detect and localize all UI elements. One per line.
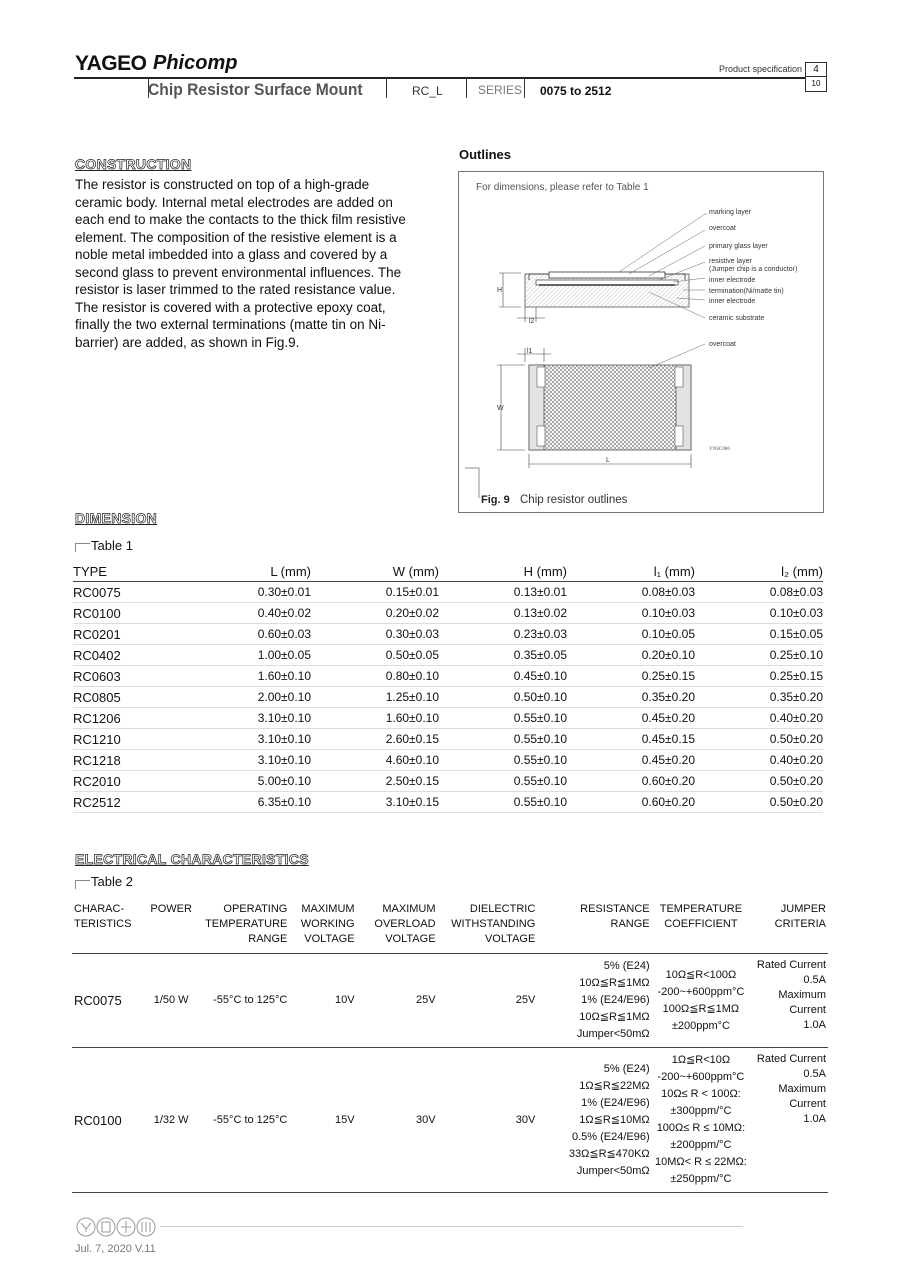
col-header-line: RANGE xyxy=(610,918,650,930)
tcr-cell xyxy=(652,954,751,1048)
col-header xyxy=(289,900,356,954)
overload-cell: 25V xyxy=(357,954,438,1048)
tcr-line: ±200ppm/°C xyxy=(670,1139,732,1151)
yageo-logo: YAGEO xyxy=(75,52,147,75)
resistance-line: 10Ω≦R≦1MΩ xyxy=(579,1011,650,1023)
table-row xyxy=(73,666,823,687)
dimension-cell: 1.60±0.10 xyxy=(183,666,311,687)
dimension-cell: 0.45±0.20 xyxy=(567,750,695,771)
table-row xyxy=(72,1048,828,1193)
col-header-line: VOLTAGE xyxy=(385,933,436,945)
label-overcoat: overcoat xyxy=(709,225,736,232)
label-resistive-layer: resistive layer xyxy=(709,258,752,265)
table-label-corner xyxy=(75,880,90,889)
figure-caption: Chip resistor outlines xyxy=(520,494,628,506)
resistance-line: 1% (E24/E96) xyxy=(581,1096,650,1109)
dimension-cell: 0.25±0.15 xyxy=(695,666,823,687)
type-cell: RC0805 xyxy=(73,687,183,708)
dimension-cell: 0.60±0.03 xyxy=(183,624,311,645)
jumper-line: 0.5A xyxy=(803,974,826,986)
col-header: L (mm) xyxy=(183,561,311,582)
header-rule xyxy=(74,77,805,79)
label-l1: l1 xyxy=(527,348,533,355)
table-row xyxy=(73,771,823,792)
dimension-cell: 0.50±0.20 xyxy=(695,771,823,792)
col-header-line: RANGE xyxy=(248,933,288,945)
top-view xyxy=(529,365,691,450)
product-spec-label: Product specification xyxy=(718,64,802,74)
resistance-line: Jumper<50mΩ xyxy=(576,1164,650,1177)
dimension-cell: 0.60±0.20 xyxy=(567,771,695,792)
jumper-cell xyxy=(750,1048,828,1193)
jumper-line: 0.5A xyxy=(803,1068,826,1080)
col-header xyxy=(72,900,144,954)
label-l2: l2 xyxy=(529,318,535,325)
tcr-line: 100Ω≦R≦1MΩ xyxy=(662,1002,740,1015)
col-header-line: WORKING xyxy=(300,918,355,930)
col-header: l₂ (mm) xyxy=(695,561,823,582)
col-header xyxy=(537,900,651,954)
dielectric-cell: 30V xyxy=(438,1048,538,1193)
table-row xyxy=(73,792,823,813)
table2-label: Table 2 xyxy=(91,874,133,889)
label-W: W xyxy=(497,405,504,412)
dimension-cell: 0.50±0.20 xyxy=(695,729,823,750)
dimension-cell: 0.25±0.15 xyxy=(567,666,695,687)
table-label-corner xyxy=(75,543,90,552)
dimension-cell: 0.13±0.01 xyxy=(439,582,567,603)
dimension-cell: 1.60±0.10 xyxy=(311,708,439,729)
dimension-cell: 1.00±0.05 xyxy=(183,645,311,666)
tcr-line: ±300ppm/°C xyxy=(670,1105,732,1117)
type-cell: RC1210 xyxy=(73,729,183,750)
cross-section xyxy=(525,272,689,307)
footer-icon xyxy=(97,1218,115,1236)
dimension-cell: 0.60±0.20 xyxy=(567,792,695,813)
label-overcoat-2: overcoat xyxy=(709,341,736,348)
type-cell: RC2512 xyxy=(73,792,183,813)
jumper-line: Maximum xyxy=(778,989,826,1001)
dimension-cell: 0.50±0.05 xyxy=(311,645,439,666)
dielectric-cell: 25V xyxy=(438,954,538,1048)
resistance-line: 5% (E24) xyxy=(603,1062,650,1075)
dimension-cell: 0.20±0.02 xyxy=(311,603,439,624)
dimension-cell: 0.35±0.05 xyxy=(439,645,567,666)
col-header xyxy=(357,900,438,954)
resistance-line: 10Ω≦R≦1MΩ xyxy=(579,977,650,989)
tcr-line: ±200ppm°C xyxy=(671,1019,730,1032)
resistance-line: 5% (E24) xyxy=(603,960,650,972)
col-header-line: WITHSTANDING xyxy=(451,918,536,930)
type-cell: RC0100 xyxy=(73,603,183,624)
tcr-line: 10MΩ< R ≤ 22MΩ: xyxy=(654,1156,747,1168)
resistance-cell xyxy=(537,954,651,1048)
dimension-cell: 0.23±0.03 xyxy=(439,624,567,645)
power-cell: 1/32 W xyxy=(144,1048,198,1193)
table-row xyxy=(73,687,823,708)
tcr-cell xyxy=(652,1048,751,1193)
resistance-line: 1% (E24/E96) xyxy=(581,994,650,1006)
col-header-line: OVERLOAD xyxy=(374,918,436,930)
page-number: 4 xyxy=(806,63,826,77)
type-cell: RC0075 xyxy=(72,954,144,1048)
resistance-line: Jumper<50mΩ xyxy=(576,1028,650,1040)
dimension-cell: 2.60±0.15 xyxy=(311,729,439,750)
dimension-cell: 0.08±0.03 xyxy=(567,582,695,603)
label-inner-electrode: inner electrode xyxy=(709,277,756,284)
dimension-cell: 3.10±0.15 xyxy=(311,792,439,813)
overload-cell: 30V xyxy=(357,1048,438,1193)
dimension-cell: 0.30±0.01 xyxy=(183,582,311,603)
col-header xyxy=(750,900,828,954)
col-header-line: MAXIMUM xyxy=(301,903,355,915)
col-header-line: TERISTICS xyxy=(74,918,132,930)
col-header-line: MAXIMUM xyxy=(382,903,436,915)
type-cell: RC0402 xyxy=(73,645,183,666)
dimension-cell: 2.00±0.10 xyxy=(183,687,311,708)
dimension-cell: 0.55±0.10 xyxy=(439,750,567,771)
dimension-cell: 0.15±0.01 xyxy=(311,582,439,603)
table-row xyxy=(73,624,823,645)
resistance-line: 1Ω≦R≦22MΩ xyxy=(579,1079,650,1092)
dimension-cell: 0.20±0.10 xyxy=(567,645,695,666)
working-cell: 10V xyxy=(289,954,356,1048)
resistance-line: 1Ω≦R≦10MΩ xyxy=(579,1113,650,1126)
label-marking-layer: marking layer xyxy=(709,209,752,216)
dimension-cell: 5.00±0.10 xyxy=(183,771,311,792)
col-header-line: VOLTAGE xyxy=(484,933,536,945)
col-header-line: OPERATING xyxy=(223,903,288,915)
construction-text: The resistor is constructed on top of a high-grade ceramic body. Internal metal electrodes are added on each end to make the contacts to the thick film resistive element. The composition of the resistive element is a noble metal imbedded into a glass and covered by a second glass to prevent environmental influences. The resistor is laser trimmed to the rated resistance value. The resistor is covered with a protective epoxy coat, finally the two external terminations (matte tin on Ni-barrier) are added, as shown in Fig.9. xyxy=(75,177,406,350)
col-header-line: TEMPERATURE xyxy=(205,918,288,930)
dimension-heading: DIMENSION xyxy=(75,510,158,526)
dimension-cell: 0.80±0.10 xyxy=(311,666,439,687)
dimension-cell: 0.45±0.20 xyxy=(567,708,695,729)
jumper-line: Rated Current xyxy=(756,1053,826,1065)
series-range: 0075 to 2512 xyxy=(540,84,612,98)
col-header-line: TEMPERATURE xyxy=(659,903,743,915)
dimension-cell: 3.10±0.10 xyxy=(183,729,311,750)
outlines-heading: Outlines xyxy=(459,147,512,162)
tcr-line: 10Ω≤ R < 100Ω: xyxy=(661,1088,741,1100)
drawing-code: YNSC086 xyxy=(709,447,730,452)
dimension-cell: 2.50±0.15 xyxy=(311,771,439,792)
dimension-cell: 0.15±0.05 xyxy=(695,624,823,645)
label-inner-electrode-2: inner electrode xyxy=(709,298,756,305)
dimension-table-body xyxy=(73,582,823,813)
dimension-cell: 0.10±0.03 xyxy=(567,603,695,624)
dimension-cell: 0.10±0.03 xyxy=(695,603,823,624)
col-header xyxy=(144,900,198,954)
layer-labels xyxy=(709,209,797,348)
phicomp-logo: Phicomp xyxy=(153,52,238,74)
col-header xyxy=(198,900,289,954)
dimension-table xyxy=(73,561,823,813)
figure-number: Fig. 9 xyxy=(481,494,510,506)
col-header-line: DIELECTRIC xyxy=(469,903,536,915)
dimension-cell: 0.55±0.10 xyxy=(439,792,567,813)
dimension-cell: 0.35±0.20 xyxy=(695,687,823,708)
total-pages: 10 xyxy=(811,79,821,88)
dimension-cell: 0.13±0.02 xyxy=(439,603,567,624)
dimension-cell: 0.40±0.20 xyxy=(695,708,823,729)
footer-rule xyxy=(160,1226,743,1227)
electrical-table-body xyxy=(72,954,828,1193)
table-row xyxy=(72,954,828,1048)
col-header xyxy=(652,900,751,954)
model-label: RC_L xyxy=(412,84,443,98)
footer-date: Jul. 7, 2020 V.11 xyxy=(75,1243,156,1255)
table1-label: Table 1 xyxy=(91,538,133,553)
resistance-line: 0.5% (E24/E96) xyxy=(571,1130,650,1143)
tcr-line: -200~+600ppm°C xyxy=(657,985,745,998)
dimension-cell: 0.50±0.20 xyxy=(695,792,823,813)
figure-chip-outlines xyxy=(458,171,824,513)
col-header-line: CHARAC- xyxy=(74,903,125,915)
table-row xyxy=(73,603,823,624)
dimension-cell: 0.35±0.20 xyxy=(567,687,695,708)
type-cell: RC2010 xyxy=(73,771,183,792)
dimension-cell: 0.40±0.02 xyxy=(183,603,311,624)
col-header: H (mm) xyxy=(439,561,567,582)
type-cell: RC0075 xyxy=(73,582,183,603)
temp-cell: -55°C to 125°C xyxy=(198,954,289,1048)
header-separator xyxy=(466,78,467,98)
type-cell: RC0100 xyxy=(72,1048,144,1193)
dimension-cell: 1.25±0.10 xyxy=(311,687,439,708)
table-row xyxy=(73,729,823,750)
jumper-line: Current xyxy=(789,1098,826,1110)
temp-cell: -55°C to 125°C xyxy=(198,1048,289,1193)
col-header-line: CRITERIA xyxy=(774,918,826,930)
tcr-line: 100Ω≤ R ≤ 10MΩ: xyxy=(656,1122,746,1134)
jumper-line: Current xyxy=(789,1004,826,1016)
working-cell: 15V xyxy=(289,1048,356,1193)
dimension-cell: 0.45±0.15 xyxy=(567,729,695,750)
dimension-cell: 0.25±0.10 xyxy=(695,645,823,666)
col-header xyxy=(438,900,538,954)
label-termination: termination(Ni/matte tin) xyxy=(709,288,784,295)
dimension-cell: 0.10±0.05 xyxy=(567,624,695,645)
table-row xyxy=(73,708,823,729)
construction-heading: CONSTRUCTION xyxy=(75,156,192,172)
tcr-line: 10Ω≦R<100Ω xyxy=(665,968,737,981)
dimension-cell: 3.10±0.10 xyxy=(183,708,311,729)
dimension-cell: 0.55±0.10 xyxy=(439,771,567,792)
page-number-box xyxy=(805,62,827,92)
col-header: W (mm) xyxy=(311,561,439,582)
tcr-line: -200~+600ppm°C xyxy=(657,1071,745,1083)
electrical-table xyxy=(72,900,828,1193)
jumper-line: Rated Current xyxy=(756,959,826,971)
table-row xyxy=(73,750,823,771)
tcr-line: ±250ppm/°C xyxy=(670,1173,732,1185)
type-cell: RC1218 xyxy=(73,750,183,771)
dimension-cell: 0.55±0.10 xyxy=(439,729,567,750)
type-cell: RC0603 xyxy=(73,666,183,687)
dimension-cell: 0.50±0.10 xyxy=(439,687,567,708)
series-label: SERIES xyxy=(478,83,523,97)
col-header-line: RESISTANCE xyxy=(580,903,650,915)
jumper-line: 1.0A xyxy=(803,1019,826,1031)
jumper-cell xyxy=(750,954,828,1048)
dimension-cell: 4.60±0.10 xyxy=(311,750,439,771)
dimension-cell: 3.10±0.10 xyxy=(183,750,311,771)
dimension-note: For dimensions, please refer to Table 1 xyxy=(476,182,649,193)
dimension-cell: 6.35±0.10 xyxy=(183,792,311,813)
col-header-line: JUMPER xyxy=(780,903,826,915)
table-row xyxy=(73,645,823,666)
col-header: TYPE xyxy=(73,561,183,582)
label-H: H xyxy=(497,287,503,294)
tcr-line: 1Ω≦R<10Ω xyxy=(671,1054,731,1066)
header-separator xyxy=(524,78,525,98)
table-header-row xyxy=(73,561,823,582)
chip-diagram xyxy=(459,172,823,512)
table-header-row xyxy=(72,900,828,954)
jumper-line: Maximum xyxy=(778,1083,826,1095)
resistance-line: 33Ω≦R≦470KΩ xyxy=(568,1147,650,1160)
type-cell: RC1206 xyxy=(73,708,183,729)
dimension-cell: 0.55±0.10 xyxy=(439,708,567,729)
type-cell: RC0201 xyxy=(73,624,183,645)
power-cell: 1/50 W xyxy=(144,954,198,1048)
table-row xyxy=(73,582,823,603)
dimension-cell: 0.30±0.03 xyxy=(311,624,439,645)
label-primary-glass: primary glass layer xyxy=(709,243,768,250)
col-header-line: COEFFICIENT xyxy=(664,918,738,930)
header-separator xyxy=(386,78,387,98)
col-header-line: VOLTAGE xyxy=(304,933,355,945)
resistance-cell xyxy=(537,1048,651,1193)
electrical-heading: ELECTRICAL CHARACTERISTICS xyxy=(75,851,309,867)
dimension-cell: 0.45±0.10 xyxy=(439,666,567,687)
label-ceramic-substrate: ceramic substrate xyxy=(709,315,765,322)
document-title: Chip Resistor Surface Mount xyxy=(148,80,363,99)
footer-icons xyxy=(75,1216,165,1238)
label-L: L xyxy=(606,457,610,464)
label-jumper-note: (Jumper chip is a conductor) xyxy=(709,266,798,273)
col-header-line: POWER xyxy=(150,903,192,915)
jumper-line: 1.0A xyxy=(803,1113,826,1125)
dimension-cell: 0.40±0.20 xyxy=(695,750,823,771)
footer-icon xyxy=(77,1218,95,1236)
col-header: l₁ (mm) xyxy=(567,561,695,582)
dimension-cell: 0.08±0.03 xyxy=(695,582,823,603)
